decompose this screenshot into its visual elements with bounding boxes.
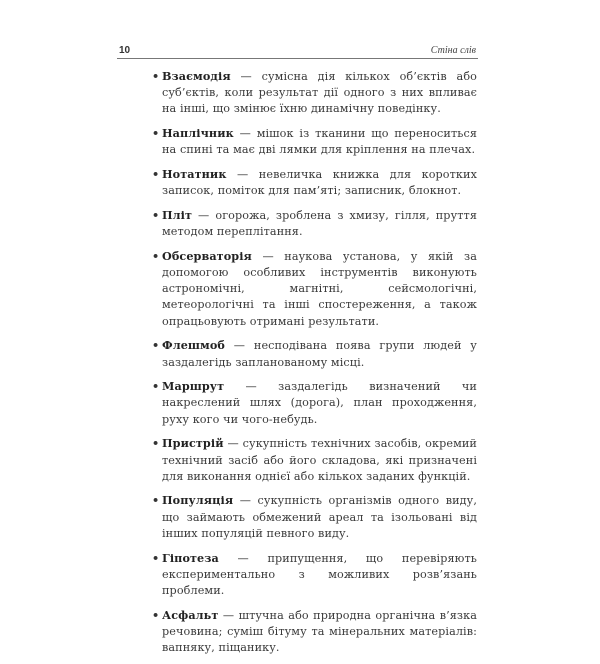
bullet-icon: • [152,248,160,263]
definition: сумісна дія кількох об’єктів або суб’єктів, коли результат дії одного з них впливає на інші, що змінює їхню динамічну поведінку. [162,70,477,116]
bullet-icon: • [152,436,160,451]
chapter-title: Стіна слів [430,45,476,56]
definition: наукова установа, у якій за допомогою особливих інструментів виконують астрономічні, магнітні, сейсмологічні, метеорологічні та інші спостереження, а також опрацьовують отримані результати. [162,249,477,328]
glossary-entry-naplichnyk [150,125,477,158]
em-dash: — [233,494,258,508]
bullet-icon: • [152,338,160,353]
em-dash: — [224,380,279,394]
bullet-icon: • [152,379,160,394]
glossary-entry-marshrut [150,378,477,428]
term: Популяція [162,493,234,508]
term: Пліт [162,207,193,222]
glossary-entry-prystrii [150,435,477,485]
definition: штучна або природна органічна в’язка речовина; суміш бітуму та мінеральних матеріалів: вапняку, піщанику. [162,608,477,655]
glossary-entry-hipoteza [150,550,477,600]
term: Гіпотеза [162,550,219,565]
term: Обсерваторія [162,248,252,263]
bullet-icon: • [152,493,160,508]
bullet-icon: • [152,126,160,141]
definition: невеличка книжка для коротких записок, поміток для пам’яті; записник, блокнот. [162,168,477,198]
em-dash: — [230,70,262,83]
em-dash: — [218,551,268,565]
bullet-icon: • [152,607,160,622]
glossary-entry-plit [150,207,477,240]
term: Взаємодія [162,69,231,83]
glossary-entry-notatnyk [150,166,477,199]
glossary-entry-fleshmob [150,337,477,370]
em-dash: — [226,168,259,182]
bullet-icon: • [152,550,160,565]
glossary-entry-observatoriia [150,248,477,330]
bullet-icon: • [152,69,160,83]
term: Наплічник [162,126,234,141]
bullet-icon: • [152,167,160,182]
term: Маршрут [162,379,225,394]
glossary-entry-populiatsiia [150,492,477,542]
em-dash: — [218,608,239,622]
em-dash: — [233,127,257,141]
running-header [117,44,478,59]
definition: сукупність технічних засобів, окремий технічний засіб або його складова, які призначені для виконання однієї або кількох заданих функцій. [162,437,477,483]
glossary-entry-vzaiemodiia [150,68,477,118]
definition: огорожа, зроблена з хмизу, гілля, пруття методом переплітання. [162,208,477,239]
glossary-list [150,68,477,664]
term: Пристрій [162,436,224,451]
definition: припущення, що перевіряють експериментально з можливих розв’язань проблеми. [162,551,477,597]
term: Флешмоб [162,338,225,353]
bullet-icon: • [152,207,160,222]
glossary-entry-asfalt [150,607,477,657]
definition: несподівана поява групи людей у заздалегідь запланованому місці. [162,339,477,369]
em-dash: — [223,437,243,451]
definition: мішок із тканини що переноситься на спині та має дві лямки для кріплення на плечах. [162,127,477,157]
page-number: 10 [119,45,131,56]
term: Нотатник [162,167,227,182]
em-dash: — [225,339,254,353]
term: Асфальт [162,607,219,622]
definition: заздалегідь визначений чи накреслений шлях (дорога), план проходження, руху кого чи чого-небудь. [162,380,477,426]
em-dash: — [192,208,216,222]
em-dash: — [251,249,285,263]
definition: сукупність організмів одного виду, що займають обмежений ареал та ізольовані від інших популяцій певного виду. [162,494,477,540]
